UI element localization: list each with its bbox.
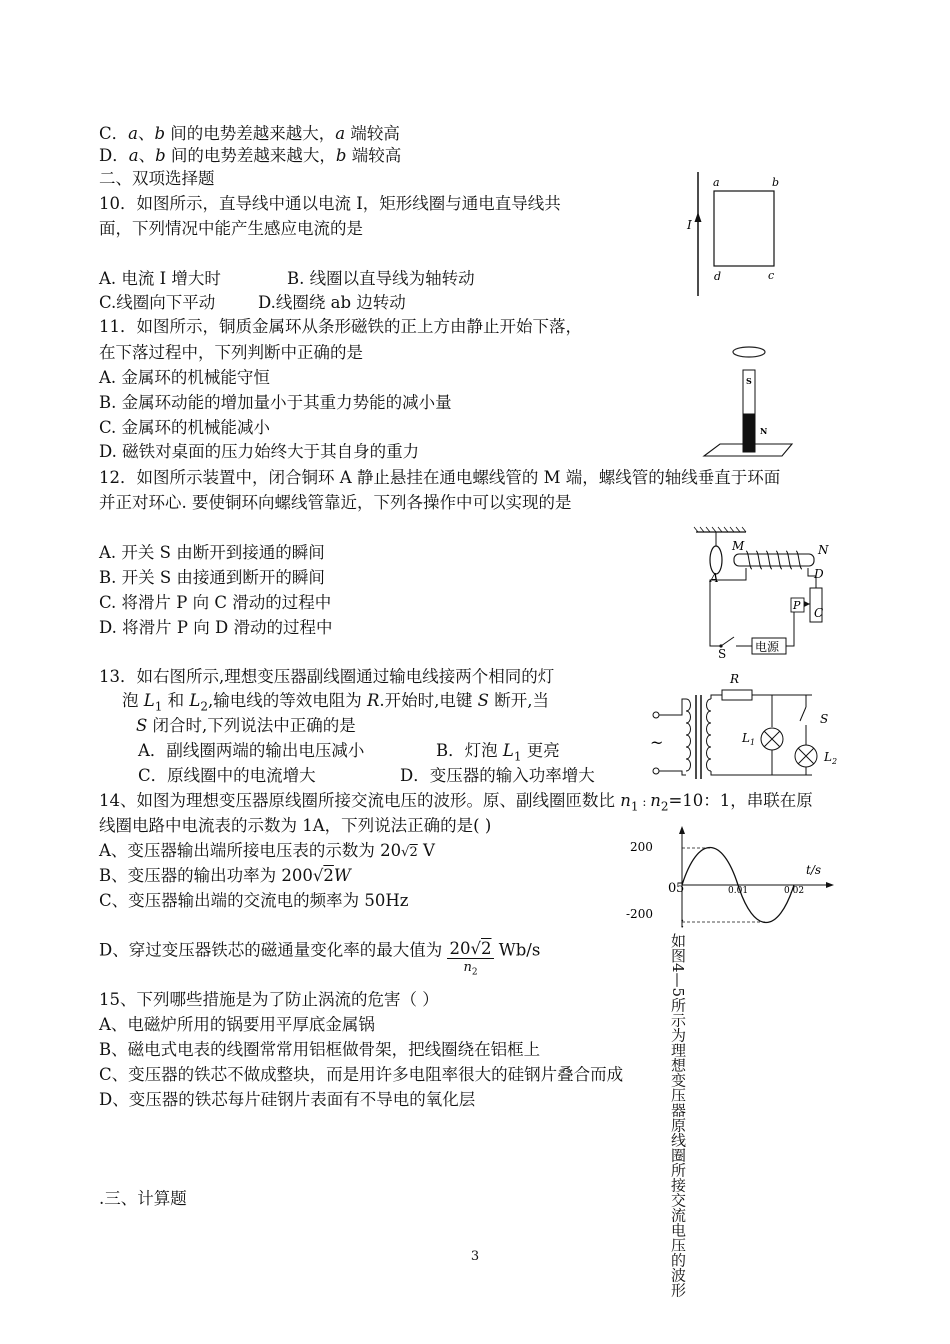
q14-option-c: C、变压器输出端的交流电的频率为 50Hz bbox=[99, 891, 409, 910]
q10-option-b: B. 线圈以直导线为轴转动 bbox=[287, 269, 475, 288]
ceiling-hatch bbox=[694, 527, 746, 532]
q12-option-b: B. 开关 S 由接通到断开的瞬间 bbox=[99, 568, 325, 587]
q12-option-a: A. 开关 S 由断开到接通的瞬间 bbox=[99, 543, 325, 562]
current-arrow bbox=[695, 212, 702, 222]
q10-stem-line2: 面，下列情况中能产生感应电流的是 bbox=[99, 219, 363, 238]
y-axis-arrow bbox=[679, 826, 685, 834]
q15-option-d: D、变压器的铁芯每片硅钢片表面有不导电的氧化层 bbox=[99, 1090, 476, 1109]
q10-option-a: A. 电流 I 增大时 bbox=[99, 269, 221, 288]
secondary-coil bbox=[707, 699, 712, 771]
current-label: I bbox=[687, 218, 692, 232]
q13-stem-line3: S 闭合时,下列说法中正确的是 bbox=[136, 716, 356, 735]
input-terminal-bottom bbox=[653, 768, 659, 774]
lamp-l1-label: $L_1$ bbox=[742, 731, 756, 747]
q10-figure-wire-and-coil bbox=[676, 168, 798, 300]
magnet-n-half bbox=[743, 414, 755, 452]
q13-option-c: C．原线圈中的电流增大 bbox=[138, 766, 316, 785]
primary-wire bbox=[659, 699, 686, 715]
ac-symbol: ~ bbox=[650, 733, 664, 752]
q12-stem-line2: 并正对环心. 要使铜环向螺线管靠近，下列各操作中可以实现的是 bbox=[99, 493, 572, 512]
q13-figure-transformer-circuit bbox=[642, 665, 842, 785]
magnet-n-label: N bbox=[760, 426, 768, 436]
solenoid-n-label: N bbox=[818, 543, 829, 557]
t-axis-label: t/s bbox=[806, 863, 822, 877]
slider-arrow bbox=[804, 601, 810, 607]
q15-stem: 15、下列哪些措施是为了防止涡流的危害（ ） bbox=[99, 990, 439, 1009]
switch-s-label: S bbox=[820, 712, 829, 726]
q9-option-d: D．a、b 间的电势差越来越大，b 端较高 bbox=[99, 146, 402, 165]
q11-stem-line2: 在下落过程中，下列判断中正确的是 bbox=[99, 343, 363, 362]
q13-option-b: B．灯泡 $L_1$ 更亮 bbox=[436, 741, 560, 764]
q15-option-b: B、磁电式电表的线圈常常用铝框做骨架，把线圈绕在铝框上 bbox=[99, 1040, 541, 1059]
q12-figure-solenoid-circuit bbox=[690, 524, 840, 660]
primary-wire-bottom bbox=[659, 771, 686, 775]
corner-a: a bbox=[713, 176, 720, 189]
section-heading-calculation: .三、计算题 bbox=[99, 1189, 187, 1208]
lamp-l2-label: $L_2$ bbox=[824, 750, 838, 766]
corner-c: c bbox=[768, 269, 775, 282]
q14-option-d: D、穿过变压器铁芯的磁通量变化率的最大值为 20√2 $n_2$ Wb/s bbox=[99, 939, 541, 978]
slider-p-label: P bbox=[793, 599, 801, 612]
copper-ring-a bbox=[710, 546, 722, 574]
ring-label: A bbox=[710, 571, 719, 585]
q11-option-a: A. 金属环的机械能守恒 bbox=[99, 368, 270, 387]
q15-option-c: C、变压器的铁芯不做成整块，而是用许多电阻率很大的硅钢片叠合而成 bbox=[99, 1065, 624, 1084]
q10-stem-line1: 10．如图所示，直导线中通以电流 I，矩形线圈与通电直导线共 bbox=[99, 194, 561, 213]
wire-left bbox=[710, 568, 746, 646]
corner-b: b bbox=[772, 176, 780, 189]
q11-stem-line1: 11．如图所示，铜质金属环从条形磁铁的正上方由静止开始下落， bbox=[99, 317, 582, 336]
rheostat-d-label: D bbox=[814, 567, 824, 581]
q14-stem-line2: 线圈电路中电流表的示数为 1A，下列说法正确的是( ) bbox=[99, 816, 492, 835]
rheostat-c-label: C bbox=[814, 606, 824, 620]
q11-option-c: C. 金属环的机械能减小 bbox=[99, 418, 271, 437]
q11-option-b: B. 金属环动能的增加量小于其重力势能的减小量 bbox=[99, 393, 452, 412]
secondary-top-wire bbox=[711, 695, 722, 699]
q13-option-d: D．变压器的输入功率增大 bbox=[400, 766, 595, 785]
input-terminal-top bbox=[653, 712, 659, 718]
y-tick-200: 200 bbox=[630, 840, 653, 854]
switch-lever bbox=[721, 637, 734, 646]
t-tick-002: 0.02 bbox=[784, 886, 805, 896]
copper-ring bbox=[733, 347, 765, 357]
lamp-l2-cross bbox=[798, 748, 814, 764]
rectangular-coil bbox=[714, 191, 774, 266]
solenoid-core bbox=[734, 554, 814, 566]
solenoid-m-label: M bbox=[732, 539, 745, 553]
q14-figure-caption-vertical: ：如图4—5所示为理想变压器原线圈所接交流电压的波形 bbox=[669, 918, 687, 1298]
q10-option-c: C.线圈向下平动 bbox=[99, 293, 216, 312]
q11-option-d: D. 磁铁对桌面的压力始终大于其自身的重力 bbox=[99, 442, 420, 461]
lamp-l1-cross bbox=[764, 731, 780, 747]
switch-s-label: S bbox=[718, 647, 727, 660]
t-axis-arrow bbox=[826, 882, 834, 888]
primary-coil bbox=[686, 699, 691, 771]
power-source-label: 电源 bbox=[755, 640, 780, 654]
q9-option-c: C．a、b 间的电势差越来越大，a 端较高 bbox=[99, 124, 400, 143]
q15-option-a: A、电磁炉所用的锅要用平厚底金属锅 bbox=[99, 1015, 375, 1034]
q11-figure-ring-and-magnet bbox=[698, 340, 818, 462]
wire-bottom bbox=[786, 636, 794, 646]
q14-stem-line1: 14、如图为理想变压器原线圈所接交流电压的波形。原、副线圈匝数比 $n_1$ : $n_2=10$：1，串联在原 bbox=[99, 791, 813, 814]
magnet-s-label: S bbox=[746, 376, 752, 386]
q13-stem-line2: 泡 $L_1$ 和 $L_2$,输电线的等效电阻为 R.开始时,电键 S 断开,当 bbox=[122, 691, 549, 714]
section-heading-double-choice: 二、双项选择题 bbox=[99, 169, 215, 188]
resistor-label: R bbox=[730, 672, 740, 686]
line-resistor bbox=[722, 690, 752, 700]
page-number: 3 bbox=[470, 1249, 480, 1264]
q14-figure-sine-waveform bbox=[626, 826, 836, 932]
origin-five-label: 5 bbox=[676, 881, 685, 896]
q12-option-c: C. 将滑片 P 向 C 滑动的过程中 bbox=[99, 593, 332, 612]
q14-option-a: A、变压器输出端所接电压表的示数为 20√2 V bbox=[99, 841, 435, 860]
q14-option-b: B、变压器的输出功率为 200√2W bbox=[99, 866, 351, 885]
q13-stem-line1: 13．如右图所示,理想变压器副线圈通过输电线接两个相同的灯 bbox=[99, 667, 555, 686]
origin-label: 0 bbox=[668, 881, 677, 896]
q12-option-d: D. 将滑片 P 向 D 滑动的过程中 bbox=[99, 618, 333, 637]
q13-option-a: A．副线圈两端的输出电压减小 bbox=[138, 741, 365, 760]
corner-d: d bbox=[714, 270, 722, 283]
t-tick-001: 0.01 bbox=[728, 886, 749, 896]
q10-option-d: D.线圈绕 ab 边转动 bbox=[258, 293, 406, 312]
bottom-bus bbox=[711, 771, 812, 775]
switch-s-blade bbox=[800, 707, 806, 721]
y-tick-neg200: -200 bbox=[626, 907, 653, 921]
q12-stem-line1: 12．如图所示装置中，闭合铜环 A 静止悬挂在通电螺线管的 M 端，螺线管的轴线垂直于环面 bbox=[99, 468, 781, 487]
